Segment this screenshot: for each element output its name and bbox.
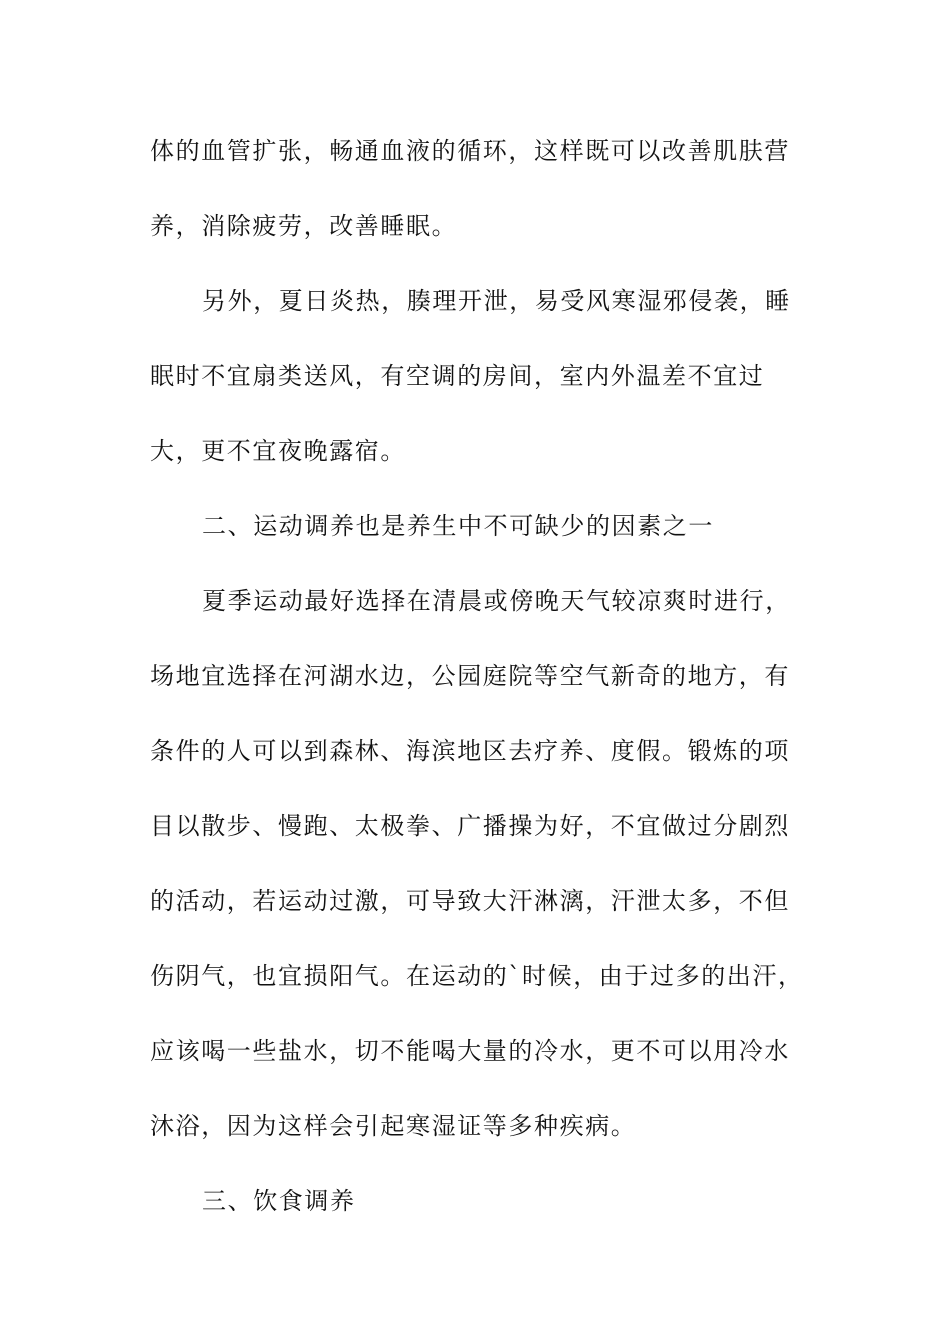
body-text-line: 养，消除疲劳，改善睡眠。	[150, 212, 458, 240]
paragraph-first-line: 另外，夏日炎热，腠理开泄，易受风寒湿邪侵袭，睡	[202, 287, 791, 315]
body-text-line: 大，更不宜夜晚露宿。	[150, 437, 406, 465]
paragraph-first-line: 夏季运动最好选择在清晨或傍晚天气较凉爽时进行，	[202, 587, 791, 615]
section-heading: 二、运动调养也是养生中不可缺少的因素之一	[202, 512, 714, 540]
body-text-line: 场地宜选择在河湖水边，公园庭院等空气新奇的地方，有	[150, 662, 790, 690]
body-text-line: 伤阴气，也宜损阳气。在运动的`时候，由于过多的出汗，	[150, 962, 804, 990]
body-text-line: 条件的人可以到森林、海滨地区去疗养、度假。锻炼的项	[150, 737, 790, 765]
body-text-line: 目以散步、慢跑、太极拳、广播操为好，不宜做过分剧烈	[150, 812, 790, 840]
body-text-line: 应该喝一些盐水，切不能喝大量的冷水，更不可以用冷水	[150, 1037, 790, 1065]
body-text-line: 的活动，若运动过激，可导致大汗淋漓，汗泄太多，不但	[150, 887, 790, 915]
body-text-line: 体的血管扩张，畅通血液的循环，这样既可以改善肌肤营	[150, 137, 790, 165]
body-text-line: 眠时不宜扇类送风，有空调的房间，室内外温差不宜过	[150, 362, 765, 390]
section-heading: 三、饮食调养	[202, 1187, 356, 1215]
body-text-line: 沐浴，因为这样会引起寒湿证等多种疾病。	[150, 1112, 637, 1140]
